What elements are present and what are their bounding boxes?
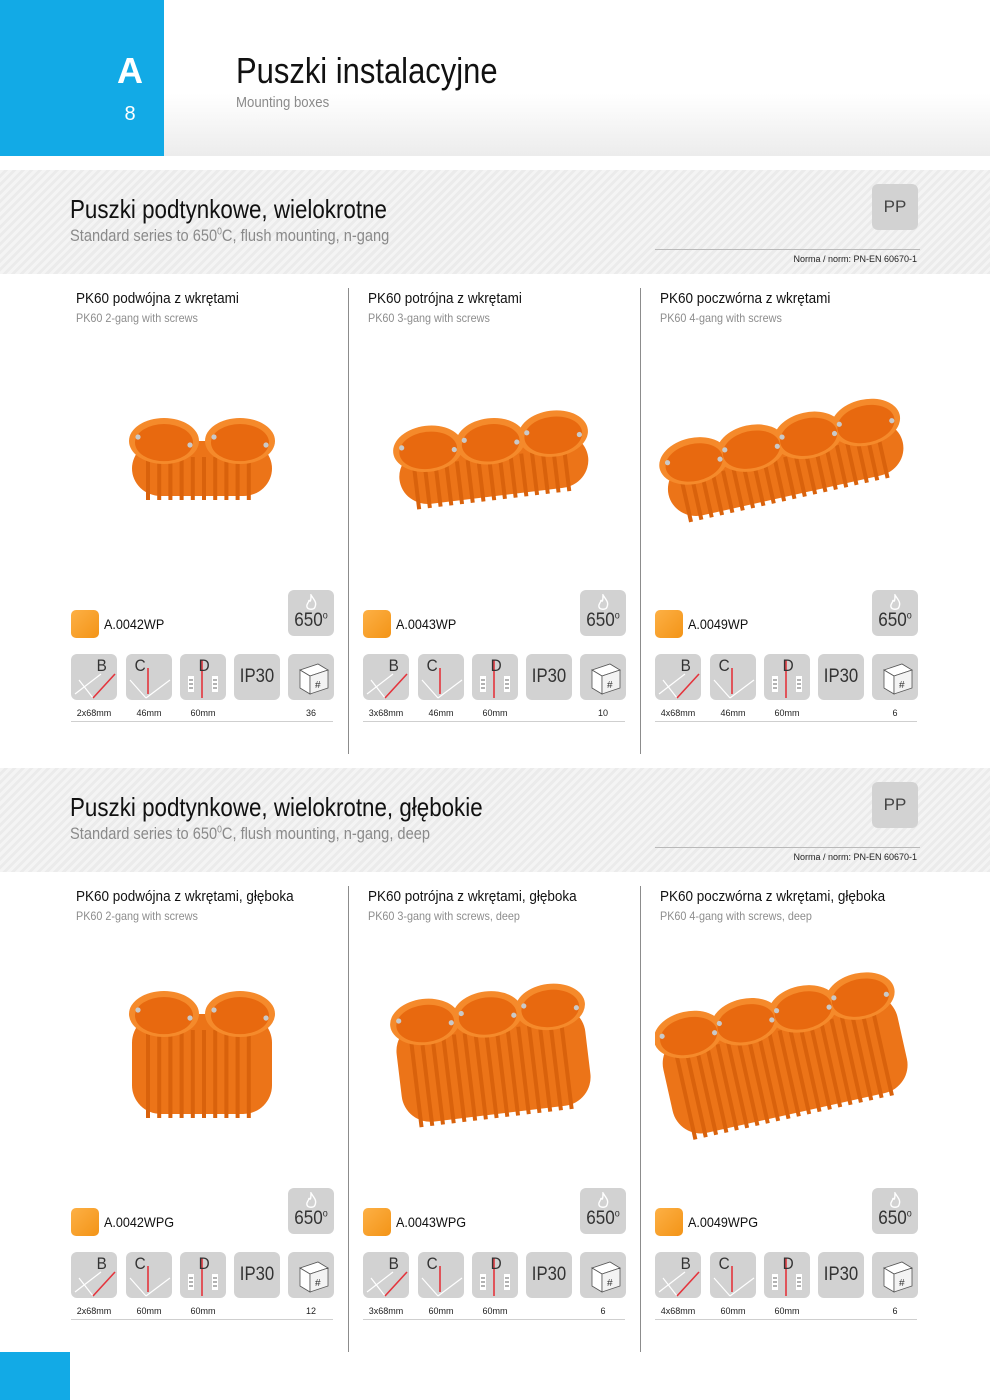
dimension-b: 2x68mm bbox=[76, 708, 112, 718]
icon-letter: B bbox=[388, 1254, 399, 1273]
dimension-d: 60mm bbox=[190, 708, 216, 718]
product-code: A.0043WPG bbox=[396, 1214, 467, 1230]
icon-letter: B bbox=[96, 1254, 107, 1273]
product-card bbox=[363, 888, 625, 1328]
product-name-en: PK60 3-gang with screws, deep bbox=[368, 909, 520, 923]
fire-rating-badge bbox=[288, 590, 334, 636]
svg-text:#: # bbox=[315, 680, 321, 691]
svg-text:#: # bbox=[899, 1278, 905, 1289]
product-name: PK60 podwójna z wkrętami, głęboka bbox=[76, 888, 294, 905]
fire-rating-badge bbox=[580, 1188, 626, 1234]
card-bottom-rule bbox=[71, 1319, 333, 1320]
card-bottom-rule bbox=[363, 1319, 625, 1320]
package-quantity-icon bbox=[580, 1252, 626, 1298]
screw-d-icon bbox=[180, 654, 226, 700]
card-bottom-rule bbox=[363, 721, 625, 722]
product-code: A.0049WP bbox=[688, 616, 749, 632]
orange-color-swatch-icon bbox=[71, 1208, 99, 1236]
fire-degree: o bbox=[906, 1208, 912, 1220]
product-photo bbox=[655, 370, 917, 570]
chapter-tab-label bbox=[0, 0, 164, 156]
dimension-b: 4x68mm bbox=[660, 1306, 696, 1316]
fire-temperature-value: 650 bbox=[878, 1208, 907, 1229]
product-photo bbox=[363, 370, 625, 570]
icon-letter: C bbox=[426, 1254, 438, 1273]
fire-temperature-value: 650 bbox=[294, 1208, 323, 1229]
footer-accent-tab bbox=[0, 1352, 70, 1400]
screw-d-icon bbox=[180, 1252, 226, 1298]
ip-rating: IP30 bbox=[823, 666, 859, 687]
dimension-c: 46mm bbox=[428, 708, 454, 718]
svg-text:#: # bbox=[607, 680, 613, 691]
svg-text:#: # bbox=[315, 1278, 321, 1289]
product-card bbox=[71, 290, 333, 730]
fire-temperature bbox=[582, 1208, 623, 1230]
ip-rating-icon bbox=[234, 654, 280, 700]
subtitle-text: Standard series to 650 bbox=[70, 824, 218, 843]
subtitle-text: Standard series to 650 bbox=[70, 226, 218, 245]
package-quantity-icon bbox=[872, 654, 918, 700]
depth-c-icon bbox=[418, 1252, 464, 1298]
ip-rating: IP30 bbox=[531, 666, 567, 687]
subtitle-degree: 0 bbox=[217, 226, 222, 238]
dimension-d: 60mm bbox=[482, 1306, 508, 1316]
product-card bbox=[655, 290, 917, 730]
product-section bbox=[0, 768, 990, 1358]
icon-letter: C bbox=[426, 656, 438, 675]
orange-color-swatch-icon bbox=[363, 1208, 391, 1236]
chapter-letter: A bbox=[117, 50, 143, 91]
screw-d-icon bbox=[764, 654, 810, 700]
product-photo bbox=[363, 968, 625, 1168]
ip-rating: IP30 bbox=[239, 1264, 275, 1285]
fire-degree: o bbox=[322, 610, 328, 622]
fire-rating-badge bbox=[872, 590, 918, 636]
fire-rating-badge bbox=[580, 590, 626, 636]
depth-c-icon bbox=[126, 1252, 172, 1298]
fire-degree: o bbox=[614, 1208, 620, 1220]
package-quantity: 6 bbox=[892, 708, 898, 718]
section-subtitle bbox=[70, 824, 430, 844]
product-name: PK60 podwójna z wkrętami bbox=[76, 290, 239, 307]
page-subtitle: Mounting boxes bbox=[236, 94, 330, 111]
product-name-en: PK60 2-gang with screws bbox=[76, 909, 198, 923]
product-name: PK60 potrójna z wkrętami, głęboka bbox=[368, 888, 577, 905]
fire-degree: o bbox=[322, 1208, 328, 1220]
width-b-icon bbox=[363, 654, 409, 700]
ip-rating: IP30 bbox=[823, 1264, 859, 1285]
icon-letter: D bbox=[782, 656, 794, 675]
fire-degree: o bbox=[614, 610, 620, 622]
product-code: A.0043WP bbox=[396, 616, 457, 632]
ip-rating-icon bbox=[818, 654, 864, 700]
icon-letter: B bbox=[96, 656, 107, 675]
product-code: A.0042WP bbox=[104, 616, 165, 632]
icon-letter: B bbox=[388, 656, 399, 675]
icon-letter: D bbox=[198, 656, 210, 675]
orange-color-swatch-icon bbox=[71, 610, 99, 638]
dimension-b: 3x68mm bbox=[368, 1306, 404, 1316]
page-number: 8 bbox=[124, 103, 136, 125]
fire-temperature bbox=[582, 610, 623, 632]
product-photo bbox=[655, 968, 917, 1168]
package-quantity: 36 bbox=[305, 708, 316, 718]
product-card bbox=[655, 888, 917, 1328]
product-section bbox=[0, 170, 990, 760]
width-b-icon bbox=[71, 654, 117, 700]
fire-temperature bbox=[290, 1208, 331, 1230]
icon-letter: C bbox=[718, 656, 730, 675]
fire-rating-badge bbox=[288, 1188, 334, 1234]
orange-color-swatch-icon bbox=[655, 1208, 683, 1236]
section-title: Puszki podtynkowe, wielokrotne bbox=[70, 194, 387, 224]
package-quantity: 6 bbox=[600, 1306, 606, 1316]
column-divider bbox=[640, 886, 641, 1352]
package-quantity: 10 bbox=[597, 708, 608, 718]
material-badge: PP bbox=[872, 184, 918, 230]
product-name-en: PK60 4-gang with screws, deep bbox=[660, 909, 812, 923]
width-b-icon bbox=[363, 1252, 409, 1298]
orange-color-swatch-icon bbox=[363, 610, 391, 638]
card-bottom-rule bbox=[71, 721, 333, 722]
ip-rating-icon bbox=[818, 1252, 864, 1298]
icon-letter: D bbox=[490, 656, 502, 675]
depth-c-icon bbox=[126, 654, 172, 700]
icon-letter: C bbox=[134, 1254, 146, 1273]
product-name-en: PK60 3-gang with screws bbox=[368, 311, 490, 325]
screw-d-icon bbox=[472, 1252, 518, 1298]
product-photo bbox=[71, 370, 333, 570]
dimension-b: 3x68mm bbox=[368, 708, 404, 718]
product-name: PK60 poczwórna z wkrętami, głęboka bbox=[660, 888, 886, 905]
fire-temperature-value: 650 bbox=[878, 610, 907, 631]
product-name: PK60 potrójna z wkrętami bbox=[368, 290, 522, 307]
dimension-c: 46mm bbox=[720, 708, 746, 718]
product-card bbox=[71, 888, 333, 1328]
column-divider bbox=[348, 288, 349, 754]
product-name-en: PK60 4-gang with screws bbox=[660, 311, 782, 325]
orange-color-swatch-icon bbox=[655, 610, 683, 638]
fire-temperature-value: 650 bbox=[586, 610, 615, 631]
package-quantity-icon bbox=[288, 654, 334, 700]
fire-rating-badge bbox=[872, 1188, 918, 1234]
screw-d-icon bbox=[764, 1252, 810, 1298]
dimension-d: 60mm bbox=[774, 708, 800, 718]
dimension-d: 60mm bbox=[190, 1306, 216, 1316]
product-card bbox=[363, 290, 625, 730]
width-b-icon bbox=[71, 1252, 117, 1298]
card-bottom-rule bbox=[655, 1319, 917, 1320]
package-quantity-icon bbox=[288, 1252, 334, 1298]
dimension-c: 60mm bbox=[720, 1306, 746, 1316]
icon-letter: C bbox=[134, 656, 146, 675]
product-name-en: PK60 2-gang with screws bbox=[76, 311, 198, 325]
ip-rating-icon bbox=[526, 654, 572, 700]
norm-rule bbox=[655, 249, 920, 250]
norm-rule bbox=[655, 847, 920, 848]
icon-letter: D bbox=[198, 1254, 210, 1273]
card-bottom-rule bbox=[655, 721, 917, 722]
dimension-b: 4x68mm bbox=[660, 708, 696, 718]
fire-temperature bbox=[290, 610, 331, 632]
dimension-d: 60mm bbox=[482, 708, 508, 718]
svg-text:#: # bbox=[607, 1278, 613, 1289]
subtitle-degree: 0 bbox=[217, 824, 222, 836]
column-divider bbox=[348, 886, 349, 1352]
section-subtitle bbox=[70, 226, 389, 246]
dimension-c: 46mm bbox=[136, 708, 162, 718]
icon-letter: B bbox=[680, 656, 691, 675]
ip-rating: IP30 bbox=[239, 666, 275, 687]
ip-rating-icon bbox=[234, 1252, 280, 1298]
width-b-icon bbox=[655, 1252, 701, 1298]
depth-c-icon bbox=[418, 654, 464, 700]
package-quantity-icon bbox=[580, 654, 626, 700]
fire-temperature-value: 650 bbox=[586, 1208, 615, 1229]
subtitle-text: C, flush mounting, n-gang, deep bbox=[221, 824, 430, 843]
icon-letter: B bbox=[680, 1254, 691, 1273]
product-photo bbox=[71, 968, 333, 1168]
fire-temperature bbox=[874, 1208, 915, 1230]
dimension-b: 2x68mm bbox=[76, 1306, 112, 1316]
depth-c-icon bbox=[710, 654, 756, 700]
ip-rating-icon bbox=[526, 1252, 572, 1298]
ip-rating: IP30 bbox=[531, 1264, 567, 1285]
fire-degree: o bbox=[906, 610, 912, 622]
product-code: A.0049WPG bbox=[688, 1214, 759, 1230]
product-code: A.0042WPG bbox=[104, 1214, 175, 1230]
package-quantity-icon bbox=[872, 1252, 918, 1298]
column-divider bbox=[640, 288, 641, 754]
icon-letter: C bbox=[718, 1254, 730, 1273]
svg-text:#: # bbox=[899, 680, 905, 691]
screw-d-icon bbox=[472, 654, 518, 700]
page-title: Puszki instalacyjne bbox=[236, 50, 498, 91]
dimension-c: 60mm bbox=[428, 1306, 454, 1316]
material-badge: PP bbox=[872, 782, 918, 828]
section-title: Puszki podtynkowe, wielokrotne, głębokie bbox=[70, 792, 483, 822]
fire-temperature-value: 650 bbox=[294, 610, 323, 631]
depth-c-icon bbox=[710, 1252, 756, 1298]
package-quantity: 6 bbox=[892, 1306, 898, 1316]
icon-letter: D bbox=[490, 1254, 502, 1273]
product-name: PK60 poczwórna z wkrętami bbox=[660, 290, 831, 307]
dimension-c: 60mm bbox=[136, 1306, 162, 1316]
fire-temperature bbox=[874, 610, 915, 632]
width-b-icon bbox=[655, 654, 701, 700]
dimension-d: 60mm bbox=[774, 1306, 800, 1316]
subtitle-text: C, flush mounting, n-gang bbox=[221, 226, 390, 245]
package-quantity: 12 bbox=[305, 1306, 316, 1316]
norm-label: Norma / norm: PN-EN 60670-1 bbox=[793, 852, 917, 862]
norm-label: Norma / norm: PN-EN 60670-1 bbox=[793, 254, 917, 264]
icon-letter: D bbox=[782, 1254, 794, 1273]
